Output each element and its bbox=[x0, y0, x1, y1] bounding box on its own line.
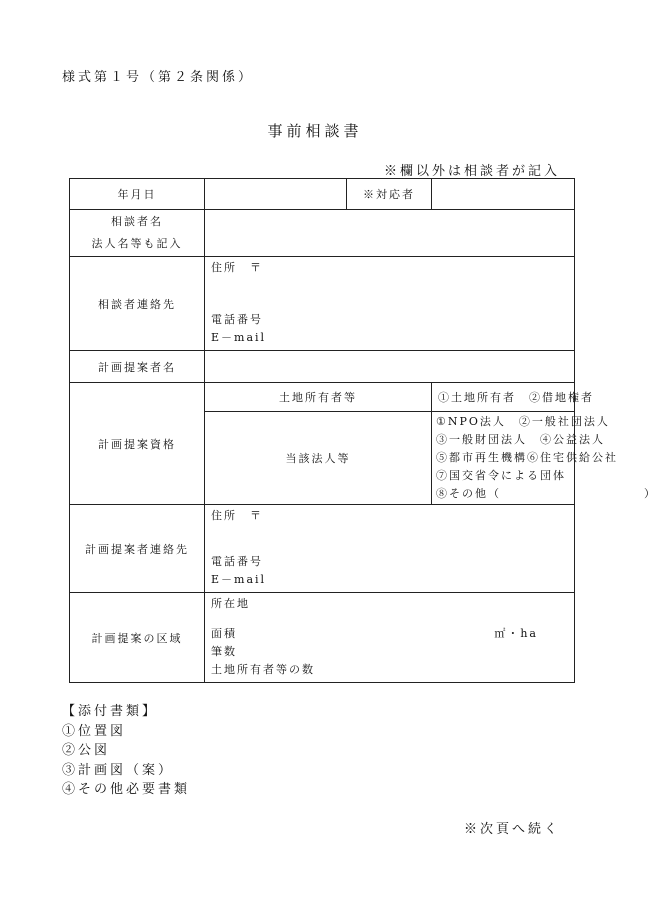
proposer-contact-field[interactable] bbox=[205, 505, 575, 593]
corporation-option-line: ⑧その他（ ） bbox=[436, 487, 657, 500]
form-number: 様式第１号（第２条関係） bbox=[62, 70, 255, 85]
proposer-contact-row bbox=[70, 505, 575, 593]
date-field[interactable] bbox=[205, 179, 347, 210]
attachment-item: ④その他必要書類 bbox=[62, 782, 191, 797]
proposer-email-label: E－mail bbox=[211, 573, 267, 586]
corporation-option-line: ⑤都市再生機構⑥住宅供給公社 bbox=[436, 451, 618, 464]
consultant-name-field[interactable] bbox=[205, 210, 575, 257]
proposer-address-label: 住所 〒 bbox=[211, 509, 263, 522]
consultant-name-label-line2: 法人名等も記入 bbox=[91, 237, 183, 250]
corporation-option-line: ①NPO法人 ②一般社団法人 bbox=[436, 415, 610, 428]
proposer-name-label: 計画提案者名 bbox=[70, 351, 205, 383]
proposer-contact-label: 計画提案者連絡先 bbox=[70, 505, 205, 593]
consultant-name-row bbox=[70, 210, 575, 257]
date-row bbox=[70, 179, 575, 210]
area-location-label: 所在地 bbox=[211, 597, 250, 610]
attachments-heading: 【添付書類】 bbox=[62, 704, 159, 719]
consultant-contact-label: 相談者連絡先 bbox=[70, 257, 205, 351]
date-label: 年月日 bbox=[70, 179, 205, 210]
handler-field[interactable] bbox=[432, 179, 575, 210]
area-owners-count-label: 土地所有者等の数 bbox=[211, 663, 315, 676]
landowner-row bbox=[70, 383, 575, 412]
consultant-email-label: E－mail bbox=[211, 331, 267, 344]
consultant-phone-label: 電話番号 bbox=[211, 313, 263, 326]
corporation-options[interactable] bbox=[432, 412, 657, 505]
attachment-item: ②公図 bbox=[62, 743, 111, 758]
area-field[interactable] bbox=[205, 593, 575, 683]
proposer-name-field[interactable] bbox=[205, 351, 575, 383]
consultant-contact-row bbox=[70, 257, 575, 351]
attachments-section bbox=[62, 702, 190, 800]
area-size-unit: ㎡・ha bbox=[494, 627, 538, 640]
area-size-label: 面積 bbox=[211, 627, 237, 640]
landowner-options[interactable] bbox=[432, 383, 594, 412]
consultant-contact-field[interactable] bbox=[205, 257, 575, 351]
corporation-option-line: ③一般財団法人 ④公益法人 bbox=[436, 433, 605, 446]
area-row bbox=[70, 593, 575, 683]
proposer-phone-label: 電話番号 bbox=[211, 555, 263, 568]
landowner-label: 土地所有者等 bbox=[205, 383, 432, 412]
handler-label: ※対応者 bbox=[347, 179, 432, 210]
attachment-item: ③計画図（案） bbox=[62, 762, 175, 778]
consultant-address-label: 住所 〒 bbox=[211, 261, 263, 274]
consultant-name-label bbox=[70, 210, 205, 257]
consultant-name-label-line1: 相談者名 bbox=[111, 215, 163, 228]
fill-in-note: ※欄以外は相談者が記入 bbox=[383, 164, 560, 179]
proposer-name-row bbox=[70, 351, 575, 383]
document-title: 事前相談書 bbox=[267, 122, 363, 140]
landowner-options-text: ①土地所有者 ②借地権者 bbox=[438, 391, 594, 404]
area-size-line bbox=[211, 625, 568, 643]
corporation-option-line: ⑦国交省令による団体 bbox=[436, 469, 566, 482]
area-label: 計画提案の区域 bbox=[70, 593, 205, 683]
corporation-label: 当該法人等 bbox=[205, 412, 432, 505]
attachment-item: ①位置図 bbox=[62, 723, 127, 739]
continue-note: ※次頁へ続く bbox=[463, 822, 560, 837]
consultation-form-table bbox=[69, 178, 657, 683]
area-lots-label: 筆数 bbox=[211, 645, 237, 658]
qualification-label: 計画提案資格 bbox=[70, 383, 205, 505]
